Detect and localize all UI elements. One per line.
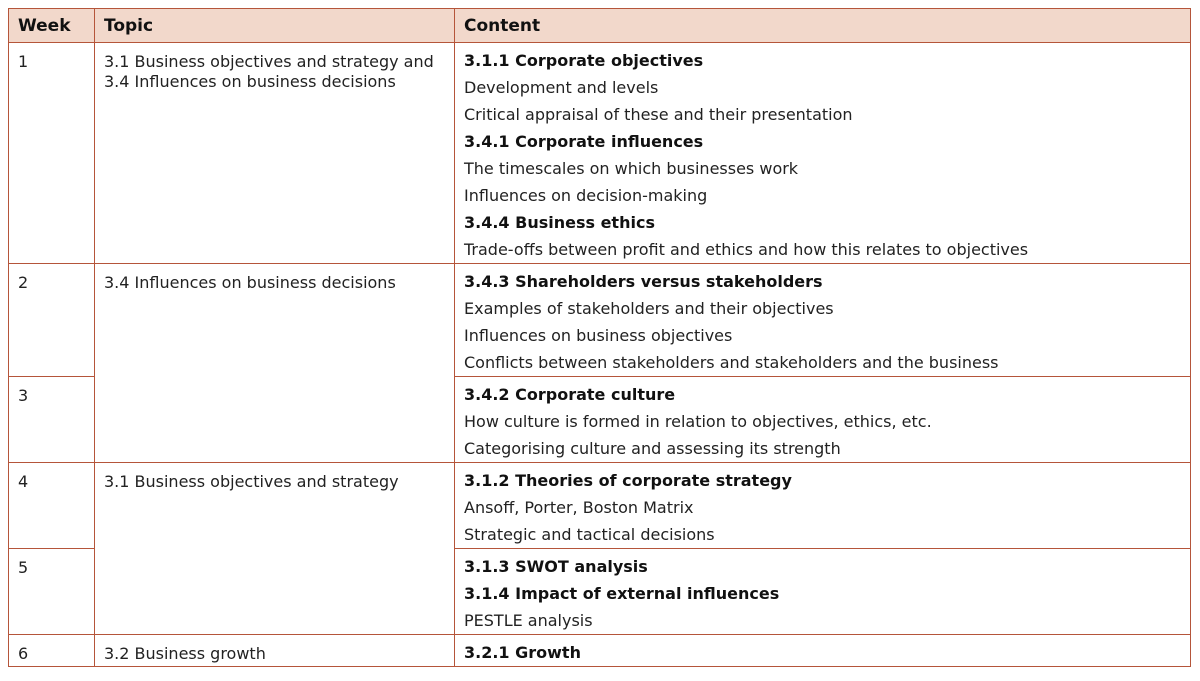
content-heading: 3.4.1 Corporate influences <box>464 132 704 151</box>
content-heading: 3.1.4 Impact of external influences <box>464 584 780 603</box>
content-cell <box>455 377 1191 463</box>
content-heading: 3.1.3 SWOT analysis <box>464 557 648 576</box>
content-item: The timescales on which businesses work <box>464 159 799 178</box>
topic-text: 3.2 Business growth <box>104 644 266 663</box>
content-cell <box>455 264 1191 377</box>
topic-cell <box>95 43 455 264</box>
week-number: 2 <box>18 273 29 292</box>
content-item: How culture is formed in relation to objectives, ethics, etc. <box>464 412 932 431</box>
content-heading: 3.1.2 Theories of corporate strategy <box>464 471 792 490</box>
content-cell <box>455 635 1191 667</box>
content-item: PESTLE analysis <box>464 611 593 630</box>
topic-text: 3.4 Influences on business decisions <box>104 273 396 292</box>
header-topic: Topic <box>95 9 455 43</box>
week-cell <box>9 377 95 463</box>
table-row <box>9 264 1191 377</box>
table-body <box>9 43 1191 667</box>
content-heading: 3.4.3 Shareholders versus stakeholders <box>464 272 823 291</box>
content-heading: 3.1.1 Corporate objectives <box>464 51 704 70</box>
topic-cell <box>95 264 455 463</box>
content-item: Categorising culture and assessing its strength <box>464 439 841 458</box>
table-row <box>9 43 1191 264</box>
content-item: Influences on decision-making <box>464 186 708 205</box>
table-row <box>9 463 1191 549</box>
content-item: Trade-offs between profit and ethics and how this relates to objectives <box>464 240 1029 259</box>
table-header-row <box>9 9 1191 43</box>
week-number: 6 <box>18 644 29 663</box>
content-cell <box>455 43 1191 264</box>
content-heading: 3.2.1 Growth <box>464 643 581 662</box>
content-item: Development and levels <box>464 78 659 97</box>
topic-text: 3.1 Business objectives and strategy and 3.4 Influences on business decisions <box>104 52 434 91</box>
week-number: 1 <box>18 52 29 71</box>
week-number: 4 <box>18 472 29 491</box>
header-week: Week <box>9 9 95 43</box>
content-cell <box>455 463 1191 549</box>
topic-cell <box>95 635 455 667</box>
content-cell <box>455 549 1191 635</box>
content-heading: 3.4.4 Business ethics <box>464 213 655 232</box>
content-item: Influences on business objectives <box>464 326 733 345</box>
header-content: Content <box>455 9 1191 43</box>
content-heading: 3.4.2 Corporate culture <box>464 385 676 404</box>
week-number: 3 <box>18 386 29 405</box>
table-row <box>9 635 1191 667</box>
week-number: 5 <box>18 558 29 577</box>
week-cell <box>9 43 95 264</box>
content-item: Critical appraisal of these and their presentation <box>464 105 853 124</box>
content-item: Examples of stakeholders and their objectives <box>464 299 834 318</box>
week-cell <box>9 264 95 377</box>
content-item: Conflicts between stakeholders and stakeholders and the business <box>464 353 999 372</box>
course-schedule-table <box>8 8 1191 667</box>
content-item: Ansoff, Porter, Boston Matrix <box>464 498 694 517</box>
week-cell <box>9 549 95 635</box>
content-item: Strategic and tactical decisions <box>464 525 715 544</box>
week-cell <box>9 635 95 667</box>
topic-text: 3.1 Business objectives and strategy <box>104 472 399 491</box>
topic-cell <box>95 463 455 635</box>
week-cell <box>9 463 95 549</box>
